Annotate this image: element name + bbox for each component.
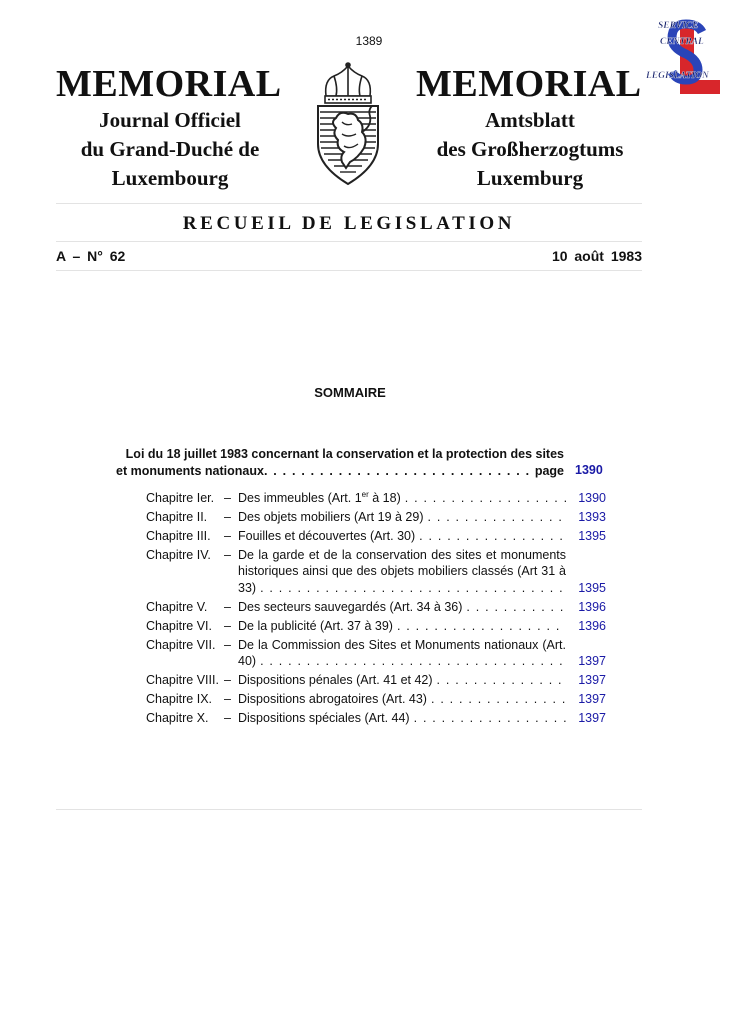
leader-dots bbox=[431, 691, 566, 707]
chapter-title-text bbox=[238, 509, 428, 525]
chapter-title-last-line bbox=[238, 618, 566, 634]
chapter-title-part: Dispositions spéciales (Art. 44) bbox=[238, 711, 410, 726]
chapter-title bbox=[238, 490, 566, 506]
chapter-title-last-line bbox=[238, 528, 566, 544]
chapter-title-line: De la Commission des Sites et Monuments nationaux (Art. bbox=[238, 637, 566, 652]
chapter-title-part: Dispositions pénales (Art. 41 et 42) bbox=[238, 673, 433, 688]
issue-number: A – N° 62 bbox=[56, 248, 126, 264]
leader-dots bbox=[419, 528, 566, 544]
leader-dots bbox=[264, 463, 531, 480]
toc-row bbox=[146, 490, 606, 506]
service-central-legislation-logo-icon bbox=[646, 14, 728, 98]
toc-row bbox=[146, 509, 606, 525]
sommaire-heading: SOMMAIRE bbox=[314, 385, 386, 400]
chapter-page-link[interactable]: 1396 bbox=[578, 618, 606, 633]
chapter-title bbox=[238, 599, 566, 615]
chapter-title-text bbox=[238, 490, 405, 506]
page-number: 1389 bbox=[355, 34, 383, 48]
chapter-title bbox=[238, 618, 566, 634]
chapter-title-last-line bbox=[238, 490, 566, 506]
chapter-title-text bbox=[238, 672, 437, 688]
chapter-title-part: De la publicité (Art. 37 à 39) bbox=[238, 618, 393, 633]
toc-row bbox=[146, 637, 606, 670]
law-title-line bbox=[96, 463, 564, 480]
subtitle-line: du Grand-Duché de bbox=[80, 137, 260, 161]
chapter-dash: – bbox=[224, 637, 231, 652]
chapter-title-part: Des immeubles (Art. 1 bbox=[238, 491, 362, 505]
chapter-page-link[interactable]: 1396 bbox=[578, 599, 606, 614]
divider bbox=[56, 241, 642, 242]
chapter-page-link[interactable]: 1397 bbox=[578, 692, 606, 707]
chapter-title-last-line bbox=[238, 691, 566, 707]
chapter-page-link[interactable]: 1397 bbox=[578, 673, 606, 688]
masthead-title-fr: MEMORIAL bbox=[56, 63, 282, 105]
chapter-page-link[interactable]: 1390 bbox=[578, 491, 606, 505]
chapter-title-last-line bbox=[238, 599, 566, 615]
chapter-title-line: historiques ainsi que des objets mobiliers classés (Art 31 à bbox=[238, 564, 566, 579]
chapter-label: Chapitre V. bbox=[146, 599, 208, 614]
chapter-page-link[interactable]: 1393 bbox=[578, 510, 606, 524]
chapter-title bbox=[238, 509, 566, 525]
divider bbox=[56, 270, 642, 271]
chapter-title-text bbox=[238, 691, 431, 707]
chapter-label: Chapitre IX. bbox=[146, 692, 213, 707]
chapter-dash: – bbox=[224, 618, 231, 633]
leader-dots bbox=[397, 618, 566, 634]
chapter-dash: – bbox=[224, 711, 231, 726]
chapter-title bbox=[238, 672, 566, 688]
masthead-title-de: MEMORIAL bbox=[416, 63, 642, 105]
chapter-title-part: à 18) bbox=[368, 491, 401, 505]
superscript: er bbox=[361, 489, 369, 499]
logo-text-line: CENTRAL bbox=[660, 37, 704, 47]
chapter-dash: – bbox=[224, 692, 231, 707]
law-title-text: et monuments nationaux bbox=[116, 464, 264, 478]
chapter-page-link[interactable]: 1397 bbox=[578, 654, 606, 669]
chapter-label: Chapitre II. bbox=[146, 510, 208, 524]
toc-row bbox=[146, 618, 606, 634]
chapter-title-text bbox=[238, 528, 419, 544]
subtitle-line: Luxemburg bbox=[476, 166, 584, 190]
chapter-title-text bbox=[238, 710, 414, 726]
chapter-dash: – bbox=[224, 673, 231, 688]
toc-row bbox=[146, 528, 606, 544]
chapter-title bbox=[238, 637, 566, 670]
toc-row bbox=[146, 547, 606, 596]
chapter-title-text bbox=[238, 580, 260, 596]
chapter-title bbox=[238, 710, 566, 726]
logo-text-line: SERVICE bbox=[658, 21, 699, 31]
leader-dots bbox=[437, 672, 566, 688]
chapter-title-part: Des secteurs sauvegardés (Art. 34 à 36) bbox=[238, 599, 463, 614]
chapter-title bbox=[238, 547, 566, 596]
chapter-label: Chapitre VI. bbox=[146, 618, 213, 633]
coat-of-arms-icon bbox=[312, 62, 384, 188]
subtitle-line: Amtsblatt bbox=[485, 108, 575, 132]
leader-dots bbox=[414, 710, 566, 726]
chapter-title-last-line bbox=[238, 710, 566, 726]
chapter-dash: – bbox=[224, 599, 231, 614]
chapter-title-part: 33) bbox=[238, 580, 257, 595]
chapter-label: Chapitre X. bbox=[146, 711, 209, 726]
leader-dots bbox=[260, 580, 566, 596]
journal-subtitle-de bbox=[416, 106, 644, 193]
toc-row bbox=[146, 710, 606, 726]
logo-text-line: LEGISLATION bbox=[646, 71, 709, 81]
toc-row bbox=[146, 691, 606, 707]
chapter-dash: – bbox=[224, 529, 231, 543]
recueil-title: RECUEIL DE LEGISLATION bbox=[182, 213, 516, 234]
law-title bbox=[96, 446, 564, 480]
leader-dots bbox=[405, 490, 566, 506]
chapter-title-part: Fouilles et découvertes (Art. 30) bbox=[238, 529, 416, 543]
chapter-title-text bbox=[238, 653, 260, 669]
chapter-dash: – bbox=[224, 510, 231, 524]
divider bbox=[56, 809, 642, 810]
subtitle-line: Journal Officiel bbox=[99, 108, 241, 132]
journal-subtitle-fr bbox=[48, 106, 292, 193]
law-page-link[interactable]: 1390 bbox=[575, 463, 603, 477]
page-word: page bbox=[534, 464, 564, 478]
chapter-title-line: De la garde et de la conservation des sites et monuments bbox=[238, 548, 566, 562]
leader-dots bbox=[260, 653, 566, 669]
chapter-page-link[interactable]: 1397 bbox=[578, 711, 606, 726]
chapter-title-part: Dispositions abrogatoires (Art. 43) bbox=[238, 692, 427, 707]
toc-row bbox=[146, 672, 606, 688]
chapter-title bbox=[238, 528, 566, 544]
leader-dots bbox=[428, 509, 567, 525]
chapter-title-last-line bbox=[238, 580, 566, 596]
chapter-title-last-line bbox=[238, 509, 566, 525]
chapter-dash: – bbox=[224, 491, 231, 505]
law-title-line: Loi du 18 juillet 1983 concernant la conservation et la protection des sites bbox=[125, 447, 564, 461]
chapter-title-part: 40) bbox=[238, 654, 257, 669]
chapter-title-part: Des objets mobiliers (Art 19 à 29) bbox=[238, 510, 424, 524]
chapter-dash: – bbox=[224, 548, 231, 562]
chapter-label: Chapitre VIII. bbox=[146, 673, 219, 688]
chapter-label: Chapitre III. bbox=[146, 529, 211, 543]
chapter-label: Chapitre IV. bbox=[146, 548, 211, 562]
chapter-title-text bbox=[238, 599, 466, 615]
chapter-title-last-line bbox=[238, 653, 566, 669]
toc-row bbox=[146, 599, 606, 615]
table-of-contents bbox=[146, 490, 606, 729]
chapter-title-last-line bbox=[238, 672, 566, 688]
subtitle-line: Luxembourg bbox=[111, 166, 229, 190]
chapter-page-link[interactable]: 1395 bbox=[578, 529, 606, 543]
divider bbox=[56, 203, 642, 204]
chapter-page-link[interactable]: 1395 bbox=[578, 580, 606, 595]
issue-date: 10 août 1983 bbox=[551, 248, 642, 264]
chapter-label: Chapitre Ier. bbox=[146, 491, 215, 505]
leader-dots bbox=[466, 599, 566, 615]
chapter-title bbox=[238, 691, 566, 707]
chapter-label: Chapitre VII. bbox=[146, 637, 216, 652]
subtitle-line: des Großherzogtums bbox=[436, 137, 624, 161]
chapter-title-text bbox=[238, 618, 397, 634]
